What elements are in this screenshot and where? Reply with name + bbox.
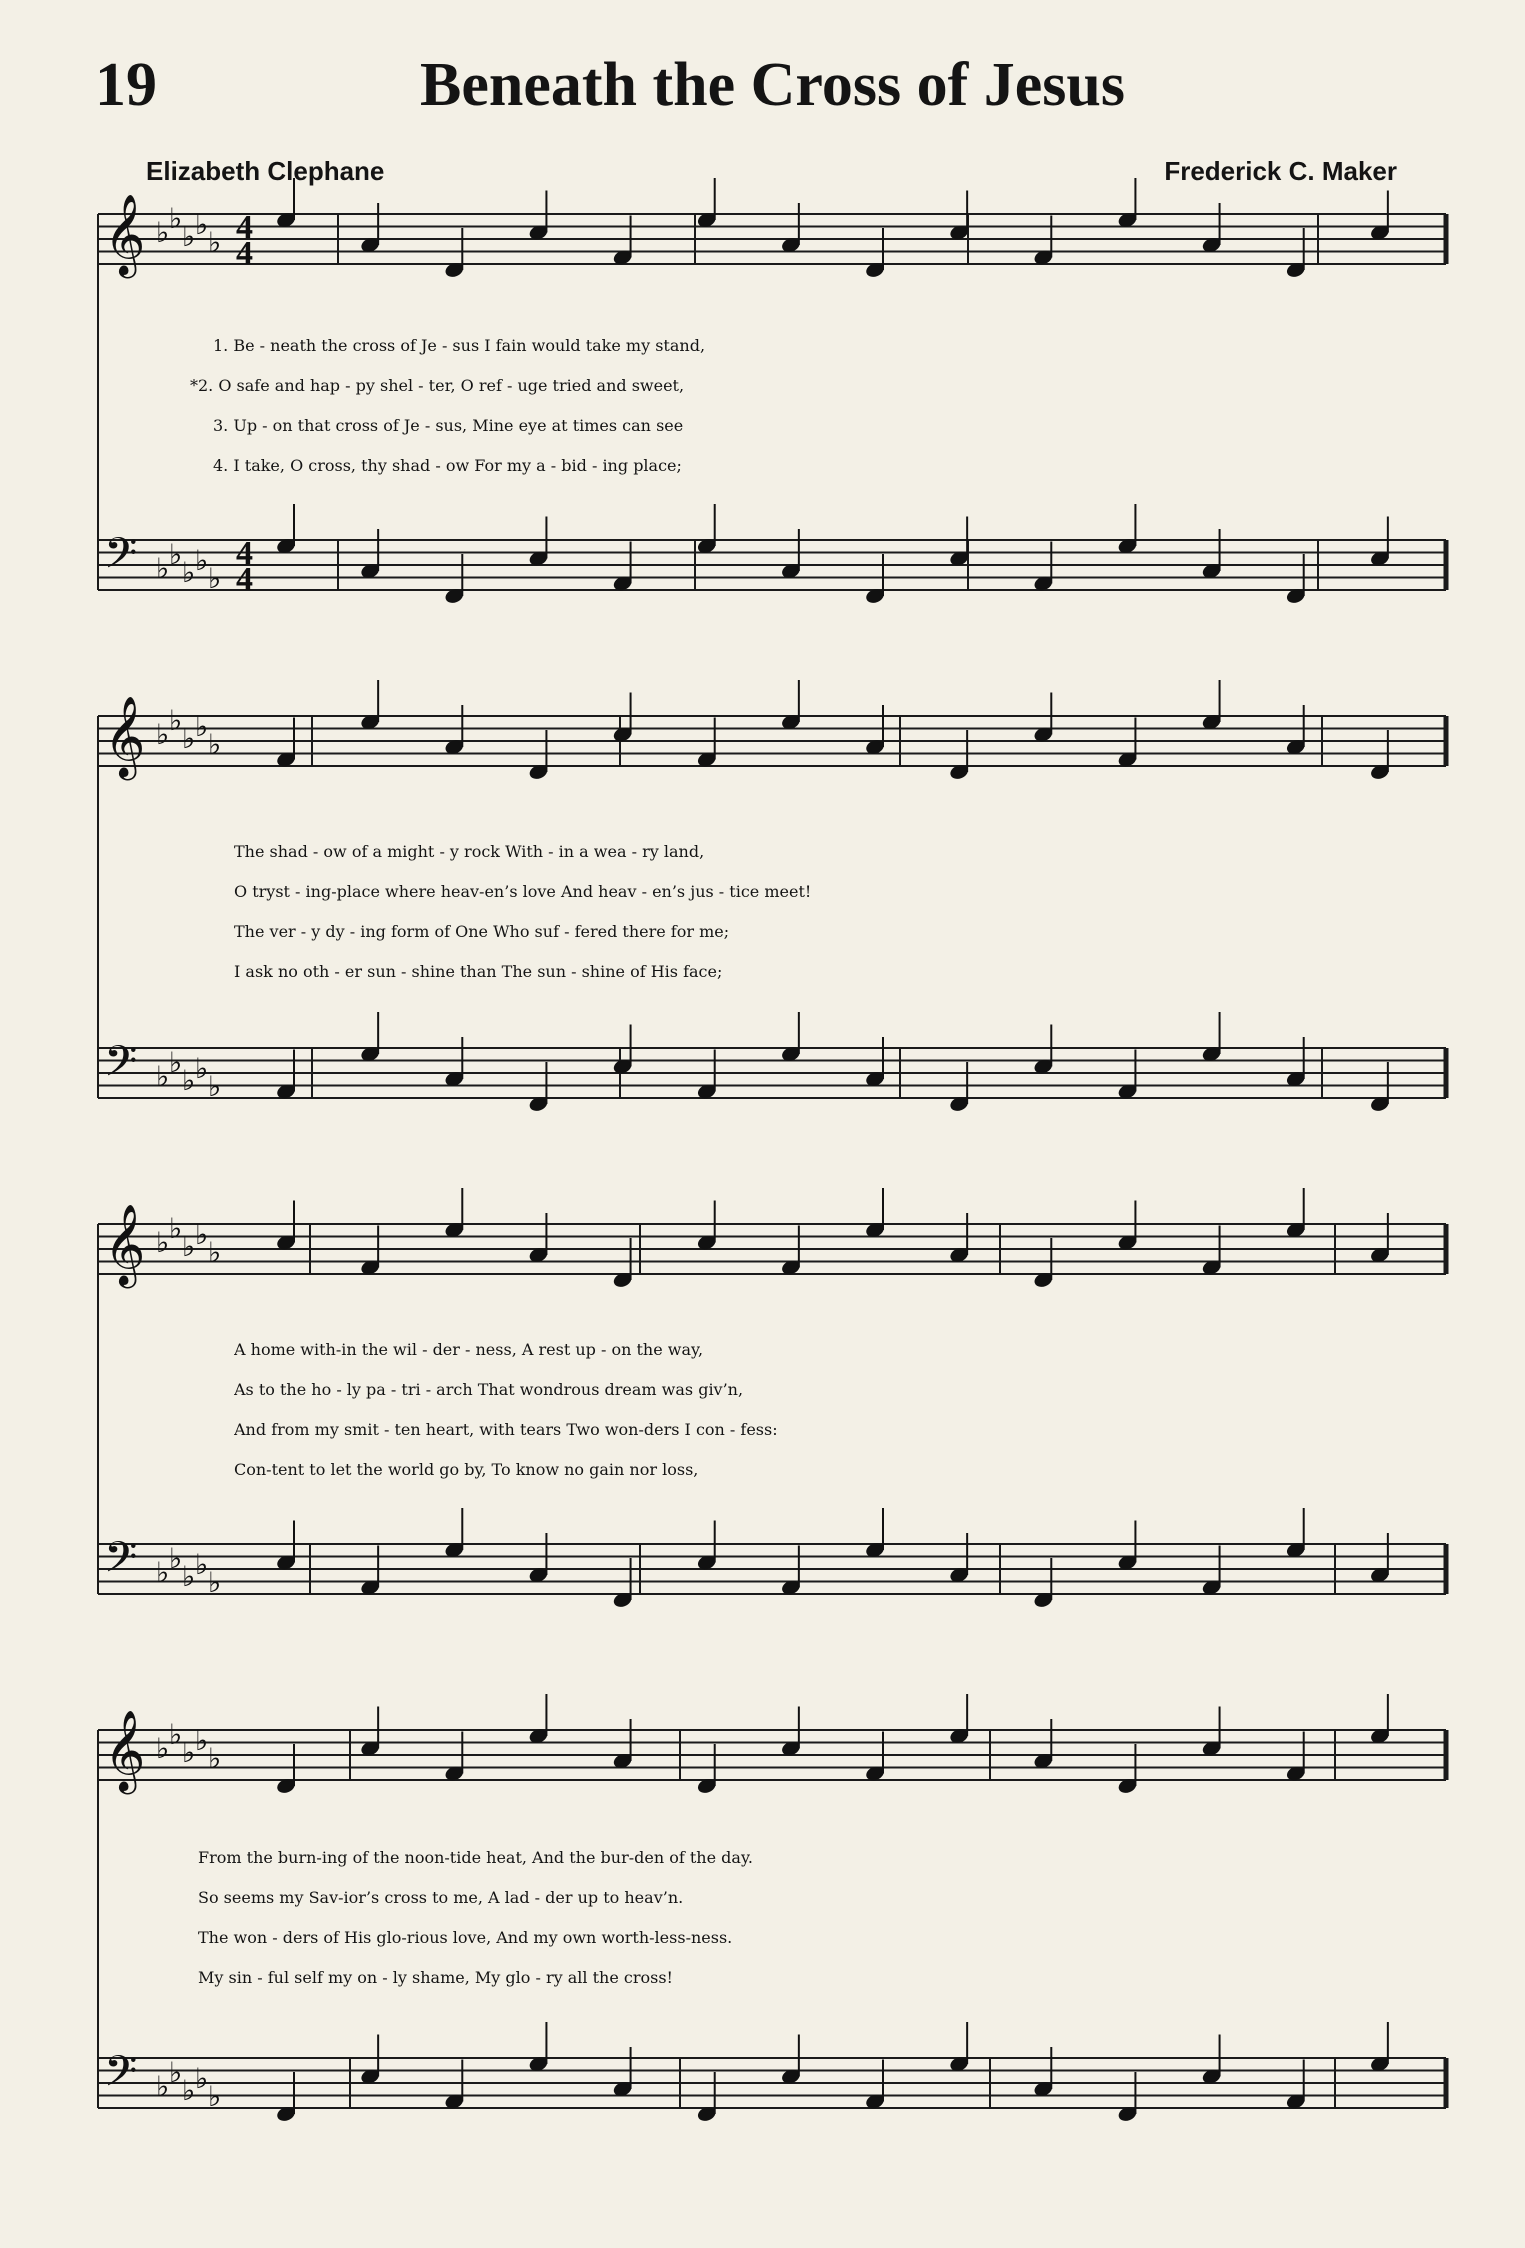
lyric-verse-1: 1. Be - neath the cross of Je - sus I fain would take my stand, <box>213 336 706 355</box>
flat-sign: ♭ <box>182 722 196 755</box>
flat-sign: ♭ <box>195 1724 209 1757</box>
flat-sign: ♭ <box>156 552 170 585</box>
bass-clef: 𝄢 <box>104 2047 138 2107</box>
flat-sign: ♭ <box>208 728 222 761</box>
flat-sign: ♭ <box>195 710 209 743</box>
flat-sign: ♭ <box>208 2080 222 2113</box>
flat-sign: ♭ <box>182 220 196 253</box>
flat-sign: ♭ <box>169 1046 183 1079</box>
lyric-verse-1: A home with-in the wil - der - ness, A rest up - on the way, <box>234 1340 704 1359</box>
flat-sign: ♭ <box>182 1064 196 1097</box>
flat-sign: ♭ <box>169 2056 183 2089</box>
flat-sign: ♭ <box>182 2074 196 2107</box>
flat-sign: ♭ <box>156 1732 170 1765</box>
flat-sign: ♭ <box>208 1742 222 1775</box>
time-signature-top: 4 <box>236 209 253 246</box>
flat-sign: ♭ <box>169 1212 183 1245</box>
flat-sign: ♭ <box>195 1218 209 1251</box>
bass-clef: 𝄢 <box>104 1037 138 1097</box>
flat-sign: ♭ <box>208 1566 222 1599</box>
lyric-verse-2: So seems my Sav-ior’s cross to me, A lad - der up to heav’n. <box>198 1888 684 1907</box>
bass-clef: 𝄢 <box>104 529 138 589</box>
flat-sign: ♭ <box>208 1236 222 1269</box>
treble-clef: 𝄞 <box>104 1203 146 1285</box>
time-signature-top: 4 <box>236 535 253 572</box>
flat-sign: ♭ <box>208 226 222 259</box>
lyric-verse-3: 3. Up - on that cross of Je - sus, Mine eye at times can see <box>213 416 684 435</box>
time-signature-bottom: 4 <box>236 561 253 598</box>
flat-sign: ♭ <box>208 562 222 595</box>
lyric-verse-2: *2. O safe and hap - py shel - ter, O ref - uge tried and sweet, <box>190 376 685 395</box>
treble-clef: 𝄞 <box>104 1709 146 1791</box>
flat-sign: ♭ <box>156 2070 170 2103</box>
hymn-title: Beneath the Cross of Jesus <box>420 51 1125 119</box>
flat-sign: ♭ <box>156 1060 170 1093</box>
flat-sign: ♭ <box>208 1070 222 1103</box>
time-signature-bottom: 4 <box>236 235 253 272</box>
lyricist-credit: Elizabeth Clephane <box>146 156 385 186</box>
flat-sign: ♭ <box>195 1052 209 1085</box>
flat-sign: ♭ <box>156 216 170 249</box>
lyric-verse-1: The shad - ow of a might - y rock With - in a wea - ry land, <box>234 842 705 861</box>
flat-sign: ♭ <box>169 202 183 235</box>
flat-sign: ♭ <box>195 544 209 577</box>
bass-clef: 𝄢 <box>104 1533 138 1593</box>
lyric-verse-3: The won - ders of His glo-rious love, And my own worth-less-ness. <box>198 1928 733 1947</box>
treble-clef: 𝄞 <box>104 193 146 275</box>
lyric-verse-4: Con-tent to let the world go by, To know no gain nor loss, <box>234 1460 699 1479</box>
flat-sign: ♭ <box>169 538 183 571</box>
lyric-verse-4: 4. I take, O cross, thy shad - ow For my a - bid - ing place; <box>213 456 682 475</box>
flat-sign: ♭ <box>195 208 209 241</box>
flat-sign: ♭ <box>169 1542 183 1575</box>
flat-sign: ♭ <box>182 556 196 589</box>
flat-sign: ♭ <box>182 1736 196 1769</box>
flat-sign: ♭ <box>182 1560 196 1593</box>
flat-sign: ♭ <box>156 1556 170 1589</box>
lyric-verse-2: As to the ho - ly pa - tri - arch That wondrous dream was giv’n, <box>234 1380 744 1399</box>
flat-sign: ♭ <box>169 704 183 737</box>
flat-sign: ♭ <box>156 718 170 751</box>
lyric-verse-3: And from my smit - ten heart, with tears Two won-ders I con - fess: <box>234 1420 778 1439</box>
lyric-verse-4: I ask no oth - er sun - shine than The sun - shine of His face; <box>234 962 723 981</box>
lyric-verse-1: From the burn-ing of the noon-tide heat, And the bur-den of the day. <box>198 1848 753 1867</box>
flat-sign: ♭ <box>182 1230 196 1263</box>
treble-clef: 𝄞 <box>104 695 146 777</box>
composer-credit: Frederick C. Maker <box>1164 156 1397 186</box>
lyric-verse-3: The ver - y dy - ing form of One Who suf - fered there for me; <box>234 922 730 941</box>
flat-sign: ♭ <box>195 2062 209 2095</box>
flat-sign: ♭ <box>156 1226 170 1259</box>
lyric-verse-2: O tryst - ing-place where heav-en’s love And heav - en’s jus - tice meet! <box>234 882 812 901</box>
flat-sign: ♭ <box>169 1718 183 1751</box>
hymn-number: 19 <box>95 51 157 119</box>
flat-sign: ♭ <box>195 1548 209 1581</box>
lyric-verse-4: My sin - ful self my on - ly shame, My glo - ry all the cross! <box>198 1968 673 1987</box>
